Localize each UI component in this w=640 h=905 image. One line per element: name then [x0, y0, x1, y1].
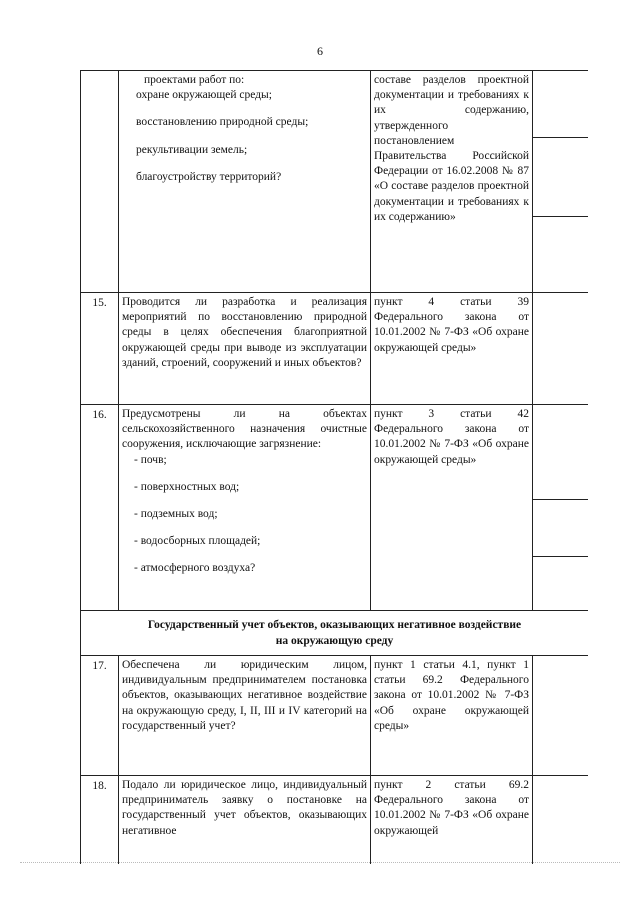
row-number-cell — [81, 71, 119, 293]
row-number: 16. — [81, 405, 119, 611]
question-subitem: восстановлению природной среды; — [136, 116, 309, 129]
section-title — [81, 611, 589, 656]
extra-cell-divider — [533, 405, 588, 500]
extra-cell — [533, 776, 589, 865]
question-subitem: - подземных вод; — [134, 508, 218, 521]
question-cell — [119, 71, 371, 293]
reference-cell: пункт 3 статьи 42 Федерального закона от 10.01.2002 № 7-ФЗ «Об охране окружающей среды» — [371, 405, 533, 611]
table-row — [81, 405, 589, 611]
question-subitem: - водосборных площадей; — [134, 535, 261, 548]
row-number: 15. — [81, 293, 119, 405]
extra-cell-divider — [533, 138, 588, 217]
extra-cell — [533, 71, 589, 293]
extra-cell-divider — [533, 71, 588, 138]
table-row — [81, 776, 589, 865]
extra-cell — [533, 293, 589, 405]
question-subitem: - атмосферного воздуха? — [134, 562, 256, 575]
extra-cell — [533, 656, 589, 776]
table-row-continuation — [81, 71, 589, 293]
question-cell: Обеспечена ли юридическим лицом, индивидуальным предпринимателем постановка объектов, оказывающих негативное воздействие на окружающую среду, I, II, III и IV категорий на государственный учет? — [119, 656, 371, 776]
extra-cell-divider — [533, 500, 588, 557]
scan-edge-line — [20, 862, 620, 863]
section-title-line: Государственный учет объектов, оказывающих негативное воздействие — [147, 619, 522, 631]
extra-cell — [533, 405, 589, 611]
checklist-table — [80, 70, 588, 864]
question-cell — [119, 405, 371, 611]
row-number: 18. — [81, 776, 119, 865]
section-header-row — [81, 611, 589, 656]
question-subitem: - поверхностных вод; — [134, 480, 240, 493]
reference-cell: пункт 4 статьи 39 Федерального закона от 10.01.2002 № 7-ФЗ «Об охране окружающей среды» — [371, 293, 533, 405]
question-heading: проектами работ по: — [144, 74, 245, 86]
row-number: 17. — [81, 656, 119, 776]
question-text: Предусмотрены ли на объектах сельскохозяйственного назначения очистные сооружения, исключающие загрязнение: — [122, 408, 367, 451]
checklist-table-frame — [80, 70, 588, 864]
reference-cell: пункт 1 статьи 4.1, пункт 1 статьи 69.2 Федерального закона от 10.01.2002 № 7-ФЗ «Об охране окружающей среды» — [371, 656, 533, 776]
question-cell: Проводится ли разработка и реализация мероприятий по восстановлению природной среды в целях обеспечения благоприятной окружающей среды при выводе из эксплуатации зданий, строений, сооружений и иных объектов? — [119, 293, 371, 405]
table-row — [81, 293, 589, 405]
table-row — [81, 656, 589, 776]
question-subitem: охране окружающей среды; — [136, 89, 272, 102]
reference-cell: составе разделов проектной документации и требованиях к их содержанию, утвержденного постановлением Правительства Российской Федерации от 16.02.2008 № 87 «О составе разделов проектной документации и требованиях к их содержанию» — [371, 71, 533, 293]
question-subitem: рекультивации земель; — [136, 143, 248, 156]
reference-cell: пункт 2 статьи 69.2 Федерального закона от 10.01.2002 № 7-ФЗ «Об охране окружающей — [371, 776, 533, 865]
question-subitem: благоустройству территорий? — [136, 170, 282, 183]
page-number: 6 — [317, 44, 323, 58]
question-subitem: - почв; — [134, 453, 167, 466]
question-cell: Подало ли юридическое лицо, индивидуальный предприниматель заявку о постановке на государственный учет объектов, оказывающих негативное — [119, 776, 371, 865]
section-title-line: на окружающую среду — [275, 635, 394, 647]
